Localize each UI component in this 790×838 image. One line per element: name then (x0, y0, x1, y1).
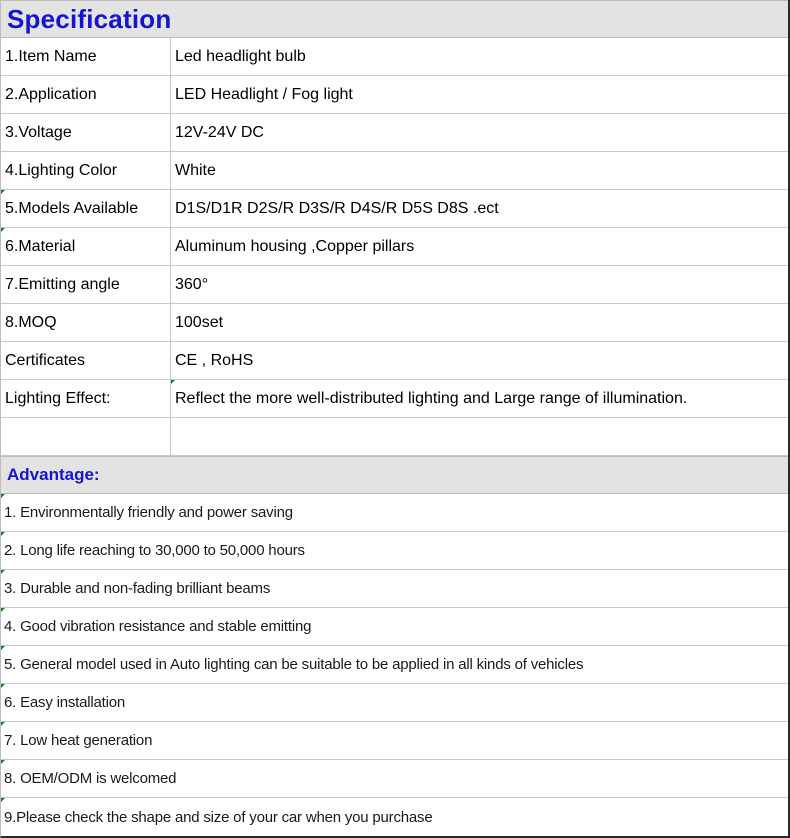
advantage-text: 2. Long life reaching to 30,000 to 50,000 hours (4, 542, 305, 559)
spec-row (1, 76, 788, 114)
spec-value: Aluminum housing ,Copper pillars (175, 237, 415, 255)
spec-row (1, 114, 788, 152)
cell-comment-marker (1, 532, 5, 536)
spec-label: 5.Models Available (1, 190, 171, 227)
spec-label: 4.Lighting Color (1, 152, 171, 189)
advantage-text: 7. Low heat generation (4, 732, 153, 749)
spec-label: 7.Emitting angle (1, 266, 171, 303)
advantage-text: 6. Easy installation (4, 694, 126, 711)
advantage-item (1, 760, 788, 798)
cell-comment-marker (171, 380, 175, 384)
cell-comment-marker (1, 228, 5, 232)
spec-row (1, 190, 788, 228)
advantage-item (1, 722, 788, 760)
advantage-text: 9.Please check the shape and size of your car when you purchase (4, 808, 433, 826)
advantage-item (1, 494, 788, 532)
spec-label: Certificates (1, 342, 171, 379)
cell-comment-marker (1, 190, 5, 194)
advantage-text: 3. Durable and non-fading brilliant beams (4, 580, 271, 597)
spec-value: CE , RoHS (175, 351, 254, 369)
spec-value: 12V-24V DC (175, 123, 264, 141)
advantage-header (1, 456, 788, 494)
spec-row (1, 228, 788, 266)
spec-value: LED Headlight / Fog light (175, 85, 353, 103)
spec-label: 6.Material (1, 228, 171, 265)
cell-comment-marker (1, 760, 5, 764)
spec-label: 8.MOQ (1, 304, 171, 341)
spec-value: D1S/D1R D2S/R D3S/R D4S/R D5S D8S .ect (175, 199, 499, 217)
spec-row (1, 304, 788, 342)
spec-row (1, 152, 788, 190)
advantage-text: 1. Environmentally friendly and power saving (4, 504, 293, 521)
advantage-item (1, 532, 788, 570)
cell-comment-marker (1, 608, 5, 612)
spec-value: White (175, 161, 216, 179)
advantage-item (1, 608, 788, 646)
spec-label: Lighting Effect: (1, 380, 171, 417)
spec-label: 1.Item Name (1, 38, 171, 75)
spec-row (1, 342, 788, 380)
spec-label: 2.Application (1, 76, 171, 113)
advantage-item (1, 798, 788, 836)
cell-comment-marker (1, 798, 5, 802)
spec-value: 100set (175, 313, 224, 331)
advantage-item (1, 684, 788, 722)
cell-comment-marker (1, 570, 5, 574)
spec-value-text: Reflect the more well-distributed lighting and Large range of illumination. (175, 389, 688, 407)
cell-comment-marker (1, 494, 5, 498)
specification-title: Specification (7, 3, 172, 34)
spec-row (1, 266, 788, 304)
spec-label (1, 418, 171, 455)
advantage-text: 5. General model used in Auto lighting can be suitable to be applied in all kinds of vehicles (4, 656, 584, 673)
spec-value: Led headlight bulb (175, 47, 306, 65)
advantage-item (1, 646, 788, 684)
spec-label: 3.Voltage (1, 114, 171, 151)
spec-row (1, 380, 788, 418)
spec-row-empty (1, 418, 788, 456)
cell-comment-marker (1, 646, 5, 650)
specification-header (1, 0, 788, 38)
spec-row (1, 38, 788, 76)
advantage-item (1, 570, 788, 608)
spec-value (171, 418, 788, 455)
advantage-title: Advantage: (7, 465, 100, 484)
spec-value: 360° (175, 275, 209, 293)
spec-value (171, 380, 788, 417)
cell-comment-marker (1, 684, 5, 688)
cell-comment-marker (1, 722, 5, 726)
advantage-text: 4. Good vibration resistance and stable emitting (4, 618, 312, 635)
advantage-text: 8. OEM/ODM is welcomed (4, 770, 177, 787)
